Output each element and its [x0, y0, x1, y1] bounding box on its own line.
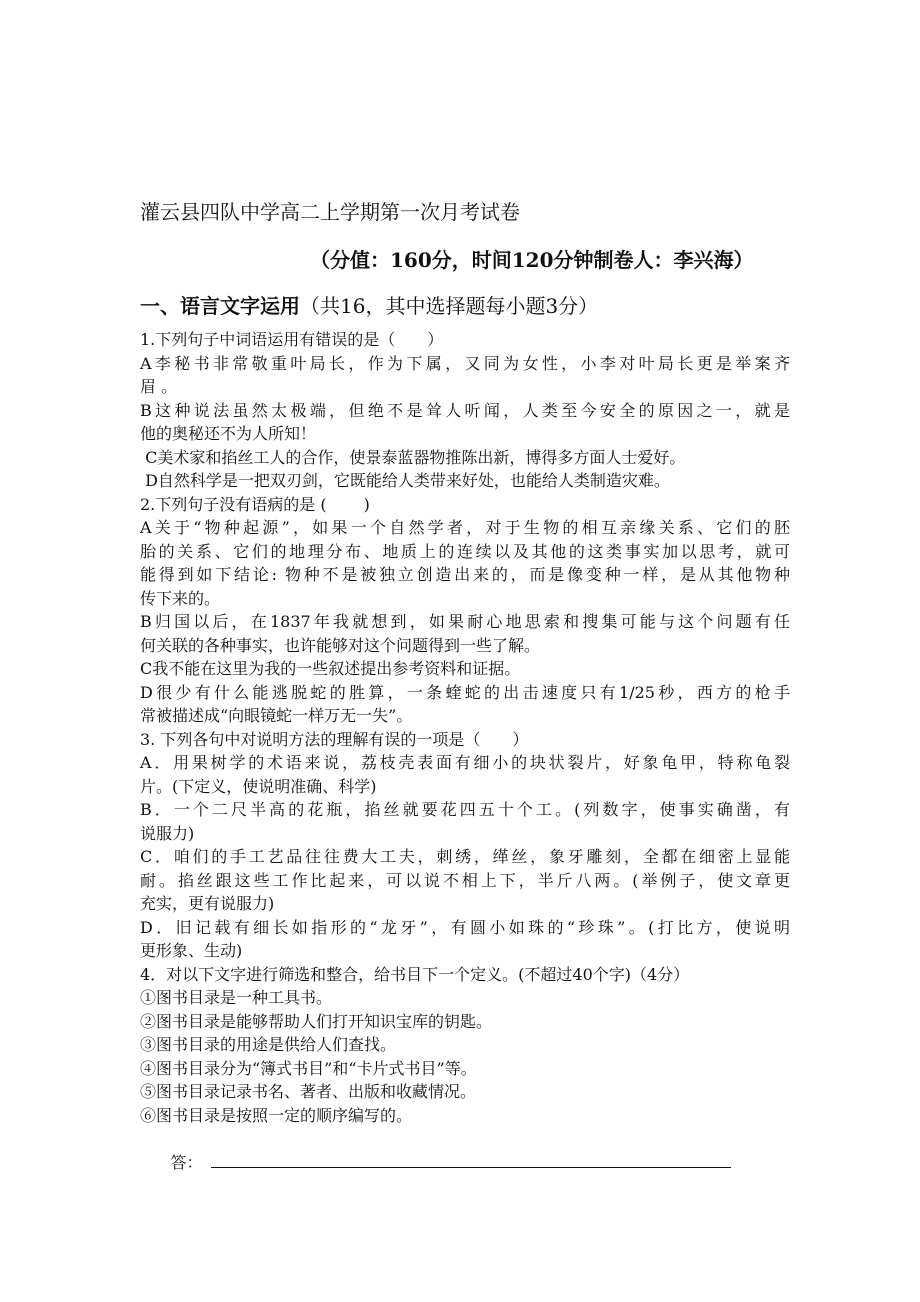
question-line: A李秘书非常敬重叶局长，作为下属，又同为女性，小李对叶局长更是举案齐 [140, 353, 790, 373]
section-heading-note: （共16，其中选择题每小题3分） [300, 294, 599, 318]
question-line: ③图书目录的用途是供给人们查找。 [140, 1035, 397, 1054]
question-line: 片。(下定义，使说明准确、科学) [140, 776, 377, 796]
question-line: ④图书目录分为“簿式书目”和“卡片式书目”等。 [140, 1058, 477, 1078]
question-line: C美术家和掐丝工人的合作，使景泰蓝器物推陈出新，博得多方面人士爱好。 [140, 447, 686, 467]
question-line: 胎的关系、它们的地理分布、地质上的连续以及其他的这类事实加以思考，就可 [140, 541, 790, 561]
question-line: ②图书目录是能够帮助人们打开知识宝库的钥匙。 [140, 1011, 493, 1031]
question-line: B归国以后，在1837年我就想到，如果耐心地思索和搜集可能与这个问题有任 [140, 612, 790, 631]
question-line: 能得到如下结论: 物种不是被独立创造出来的，而是像变种一样，是从其他物种 [140, 565, 790, 584]
question-body [140, 328, 790, 1172]
answer-blank[interactable] [211, 1153, 731, 1168]
question-line: ①图书目录是一种工具书。 [140, 988, 333, 1007]
question-line: 充实，更有说服力) [140, 894, 275, 913]
question-line: C．咱们的手工艺品往往费大工夫，刺绣，缂丝，象牙雕刻，全都在细密上显能 [140, 847, 790, 866]
question-line: 他的奥秘还不为人所知！ [140, 424, 317, 443]
question-line: A关于“物种起源”，如果一个自然学者，对于生物的相互亲缘关系、它们的胚 [140, 518, 790, 537]
section-heading-main: 一、语言文字运用 [140, 294, 300, 318]
answer-label: 答： [170, 1152, 203, 1172]
question-line: A．用果树学的术语来说，荔枝壳表面有细小的块状裂片，好象龟甲，特称龟裂 [140, 753, 790, 772]
question-line: ⑥图书目录是按照一定的顺序编写的。 [140, 1105, 413, 1125]
question-line: 1.下列句子中词语运用有错误的是（ ） [140, 330, 444, 349]
section-heading [140, 290, 598, 319]
question-line: 说服力) [140, 823, 195, 843]
question-line: D．旧记载有细长如指形的“龙牙”，有圆小如珠的“珍珠”。(打比方，使说明 [140, 917, 790, 937]
exam-subtitle: （分值：160分，时间120分钟制卷人：李兴海） [310, 248, 754, 272]
question-line: 传下来的。 [140, 588, 221, 608]
question-line: 更形象、生动) [140, 941, 243, 960]
question-line: ⑤图书目录记录书名、著者、出版和收藏情况。 [140, 1082, 477, 1101]
question-line: D自然科学是一把双刃剑，它既能给人类带来好处，也能给人类制造灾难。 [140, 471, 670, 490]
question-line: C我不能在这里为我的一些叙述提出参考资料和证据。 [140, 659, 521, 678]
question-line: B这种说法虽然太极端，但绝不是耸人听闻，人类至今安全的原因之一，就是 [140, 400, 790, 420]
exam-title: 灌云县四队中学高二上学期第一次月考试卷 [140, 200, 520, 224]
question-line: 眉 。 [140, 377, 178, 396]
answer-line [140, 1127, 790, 1172]
question-line: D很少有什么能逃脱蛇的胜算，一条蝰蛇的出击速度只有1/25秒，西方的枪手 [140, 682, 790, 702]
question-line: B．一个二尺半高的花瓶，掐丝就要花四五十个工。(列数字，使事实确凿，有 [140, 800, 790, 819]
question-line: 3. 下列各句中对说明方法的理解有误的一项是（ ） [140, 729, 529, 749]
question-line: 4．对以下文字进行筛选和整合，给书目下一个定义。(不超过40个字)（4分） [140, 964, 690, 984]
question-line: 2.下列句子没有语病的是 ( ) [140, 494, 370, 514]
question-line: 何关联的各种事实，也许能够对这个问题得到一些了解。 [140, 635, 541, 655]
question-line: 耐。掐丝跟这些工作比起来，可以说不相上下，半斤八两。(举例子，使文章更 [140, 870, 790, 890]
question-line: 常被描述成“向眼镜蛇一样万无一失”。 [140, 706, 413, 725]
